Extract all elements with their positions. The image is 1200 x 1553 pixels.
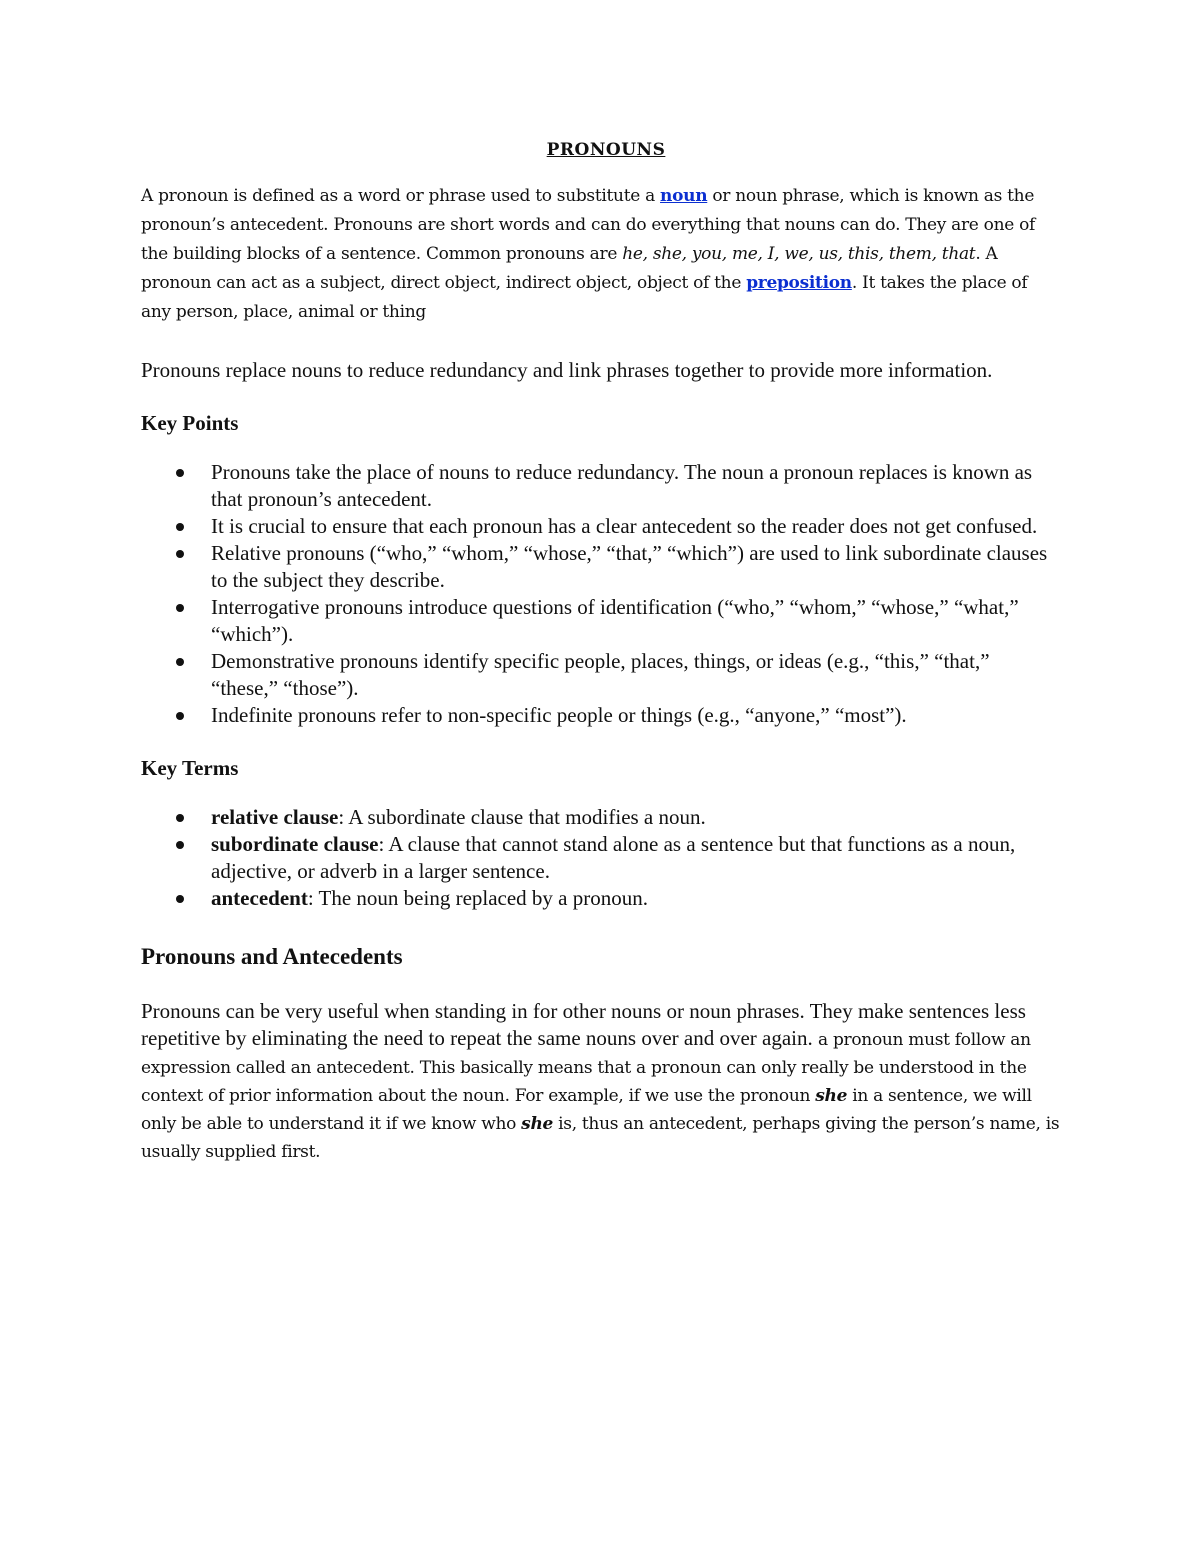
- intro-text-1: A pronoun is defined as a word or phrase used to substitute a: [141, 186, 661, 206]
- list-item: Pronouns take the place of nouns to reduce redundancy. The noun a pronoun replaces is known as that pronoun’s antecedent.: [211, 459, 1061, 513]
- intro-paragraph: [141, 182, 1061, 327]
- bullet-icon: [176, 523, 184, 531]
- bullet-icon: [176, 841, 184, 849]
- antecedents-paragraph: [141, 998, 1061, 1165]
- noun-link[interactable]: noun: [660, 186, 708, 206]
- page-title: PRONOUNS: [546, 140, 666, 160]
- section-text-large: Pronouns can be very useful when standing in for other nouns or noun phrases. They make sentences less repetitive by eliminating the need to repeat the same nouns over and over again.: [141, 999, 1026, 1050]
- term: antecedent: [211, 886, 308, 910]
- bullet-icon: [176, 712, 184, 720]
- emphasis-she: she: [815, 1086, 848, 1106]
- bullet-icon: [176, 814, 184, 822]
- key-terms-list: [141, 804, 1061, 912]
- section-text-small: a pronoun must follow an expression called an antecedent. This basically means that a pronoun can only really be understood in the context of prior information about the noun. For example, if we use the pronoun she in a sentence, we will only be able to understand it if we know who she is, thus an antecedent, perhaps giving the person’s name, is usually supplied first.: [141, 1030, 1060, 1162]
- list-item: [211, 831, 1061, 885]
- definition: : The noun being replaced by a pronoun.: [307, 886, 648, 910]
- bullet-icon: [176, 658, 184, 666]
- list-item: [211, 804, 1061, 831]
- list-item: [211, 885, 1061, 912]
- pronoun-examples: he, she, you, me, I, we, us, this, them, that: [622, 244, 976, 264]
- term: subordinate clause: [211, 832, 379, 856]
- intro-text-3: . A pronoun can act as a subject, direct object, indirect object, object of the: [141, 244, 998, 293]
- section-heading: Pronouns and Antecedents: [141, 944, 403, 969]
- key-points-list: [141, 459, 1061, 729]
- bullet-icon: [176, 895, 184, 903]
- bullet-icon: [176, 469, 184, 477]
- list-item: Interrogative pronouns introduce questions of identification (“who,” “whom,” “whose,” “what,” “which”).: [211, 594, 1061, 648]
- intro-text-4: . It takes the place of any person, place, animal or thing: [141, 273, 1028, 322]
- term: relative clause: [211, 805, 339, 829]
- key-terms-heading: Key Terms: [141, 756, 239, 780]
- list-item: Relative pronouns (“who,” “whom,” “whose,” “that,” “which”) are used to link subordinate clauses to the subject they describe.: [211, 540, 1061, 594]
- document-page: [141, 140, 1061, 1165]
- definition: : A clause that cannot stand alone as a sentence but that functions as a noun, adjective, or adverb in a larger sentence.: [211, 832, 1016, 883]
- list-item: Indefinite pronouns refer to non-specific people or things (e.g., “anyone,” “most”).: [211, 702, 1061, 729]
- emphasis-she: she: [521, 1114, 554, 1134]
- preposition-link[interactable]: preposition: [746, 273, 852, 293]
- summary-paragraph: Pronouns replace nouns to reduce redundancy and link phrases together to provide more information.: [141, 358, 993, 382]
- key-points-heading: Key Points: [141, 411, 239, 435]
- bullet-icon: [176, 604, 184, 612]
- list-item: It is crucial to ensure that each pronoun has a clear antecedent so the reader does not get confused.: [211, 513, 1061, 540]
- intro-text-2: or noun phrase, which is known as the pronoun’s antecedent. Pronouns are short words and can do everything that nouns can do. They are one of the building blocks of a sentence. Common pronouns are: [141, 186, 1036, 264]
- bullet-icon: [176, 550, 184, 558]
- list-item: Demonstrative pronouns identify specific people, places, things, or ideas (e.g., “this,” “that,” “these,” “those”).: [211, 648, 1061, 702]
- definition: : A subordinate clause that modifies a noun.: [338, 805, 706, 829]
